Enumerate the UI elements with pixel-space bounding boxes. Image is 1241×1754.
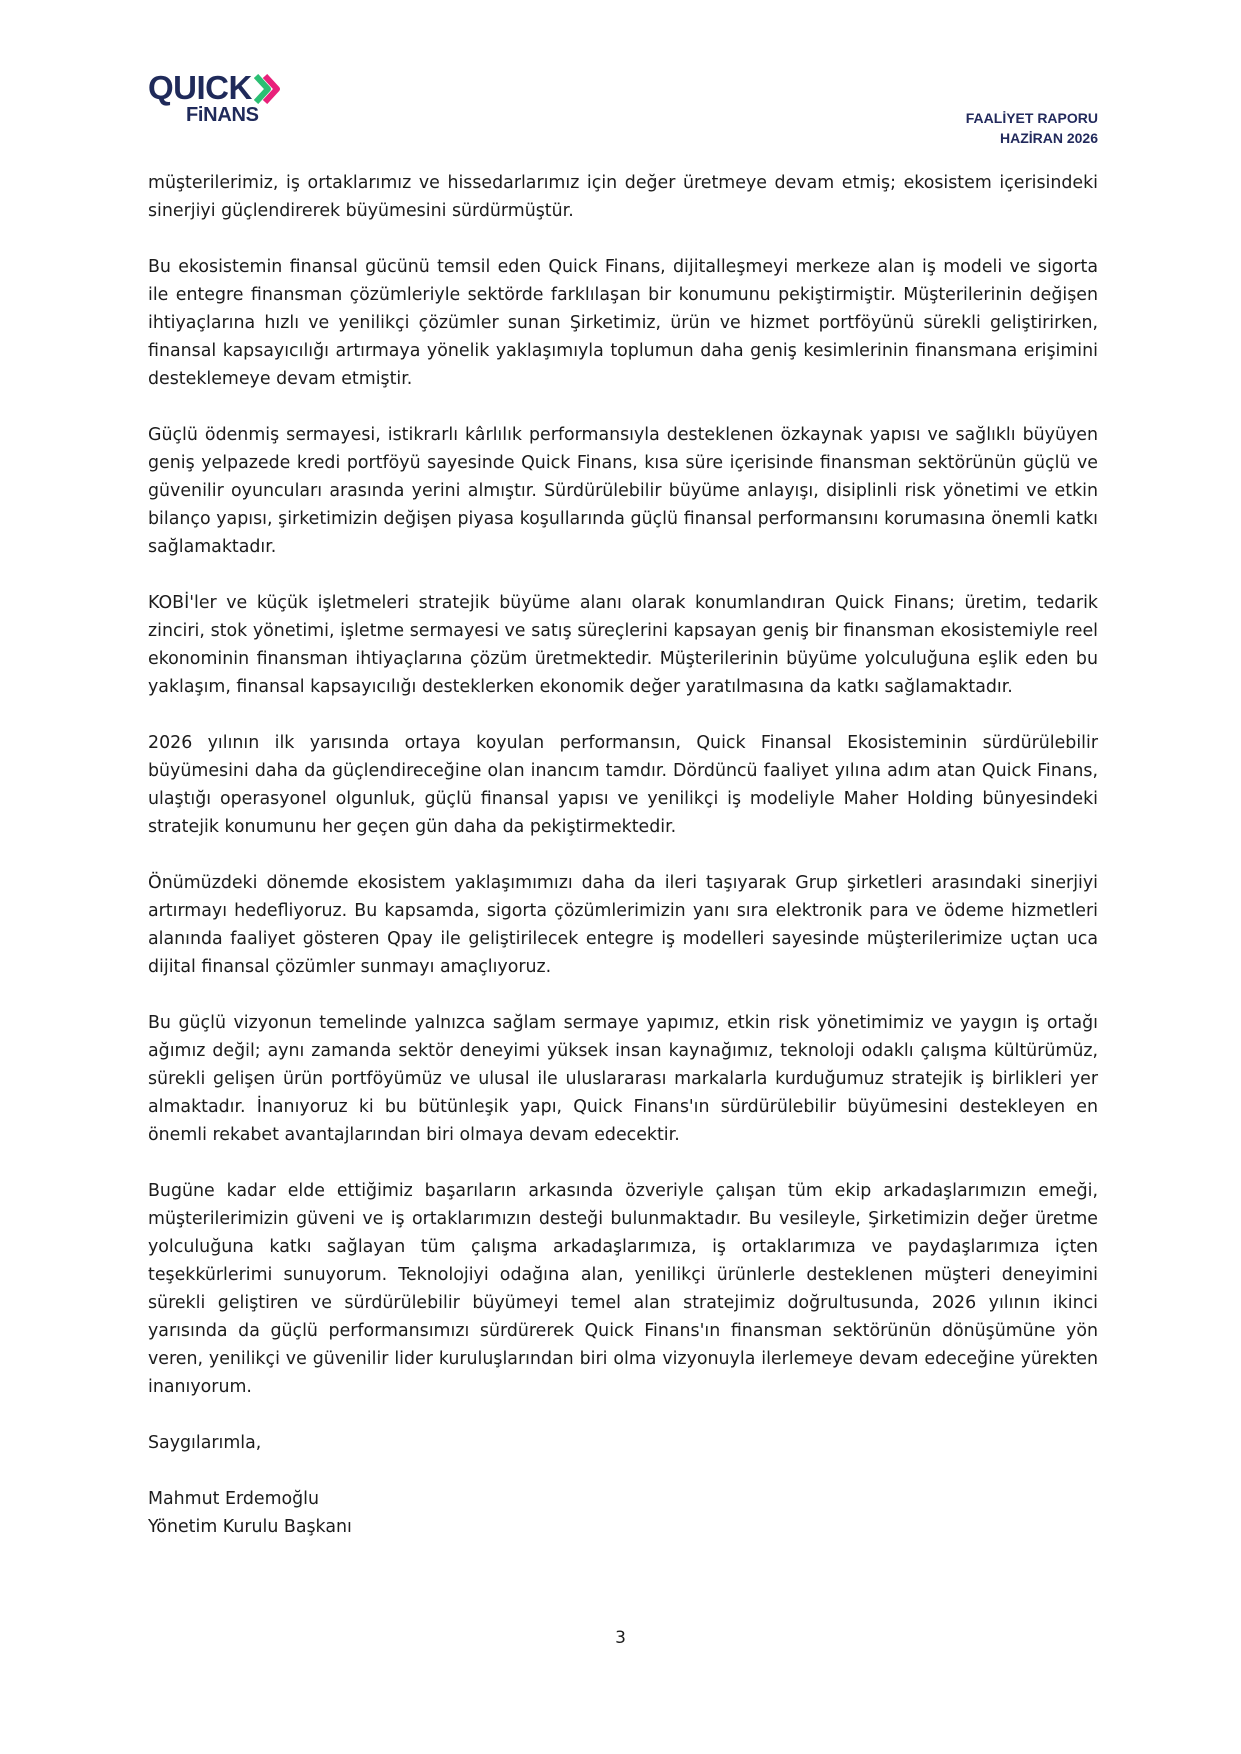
body-paragraph: Bugüne kadar elde ettiğimiz başarıların arkasında özveriyle çalışan tüm ekip arkadaşlarımızın emeği, müşterilerimizin güveni ve iş ortaklarımızın desteği bulunmaktadır. Bu vesileyle, Şirketimizin değer üretme yolculuğuna katkı sağlayan tüm çalışma arkadaşlarımıza, iş ortaklarımıza ve paydaşlarımıza içten teşekkürlerimi sunuyorum. Teknolojiyi odağına alan, yenilikçi ürünlerle desteklenen müşteri deneyimini sürekli geliştiren ve sürdürülebilir büyümeyi temel alan stratejimiz doğrultusunda, 2026 yılının ikinci yarısında da güçlü performansımızı sürdürerek Quick Finans'ın finansman sektörünün dönüşümüne yön veren, yenilikçi ve güvenilir lider kuruluşlarından biri olma vizyonuyla ilerlemeye devam edeceğine yürekten inanıyorum. (148, 1181, 1098, 1397)
body-paragraph: 2026 yılının ilk yarısında ortaya koyulan performansın, Quick Finansal Ekosisteminin sürdürülebilir büyümesini daha da güçlendireceğine olan inancım tamdır. Dördüncü faaliyet yılına adım atan Quick Finans, ulaştığı operasyonel olgunluk, güçlü finansal yapısı ve yenilikçi iş modeliyle Maher Holding bünyesindeki stratejik konumunu her geçen gün daha da pekiştirmektedir. (148, 733, 1098, 837)
body-paragraph: müşterilerimiz, iş ortaklarımız ve hissedarlarımız için değer üretmeye devam etmiş; ekosistem içerisindeki sinerjiyi güçlendirerek büyümesini sürdürmüştür. (148, 173, 1098, 221)
logo-chevron-icon (254, 74, 280, 104)
body-paragraph: Güçlü ödenmiş sermayesi, istikrarlı kârlılık performansıyla desteklenen özkaynak yapısı ve sağlıklı büyüyen geniş yelpazede kredi portföyü sayesinde Quick Finans, kısa süre içerisinde finansman sektörünün güçlü ve güvenilir oyuncuları arasında yerini almıştır. Sürdürülebilir büyüme anlayışı, disiplinli risk yönetimi ve etkin bilanço yapısı, şirketimizin değişen piyasa koşullarında güçlü finansal performansını korumasına önemli katkı sağlamaktadır. (148, 425, 1098, 557)
body-paragraph: KOBİ'ler ve küçük işletmeleri stratejik büyüme alanı olarak konumlandıran Quick Finans; üretim, tedarik zinciri, stok yönetimi, işletme sermayesi ve satış süreçlerini kapsayan geniş bir finansman ekosistemiyle reel ekonominin finansman ihtiyaçlarına çözüm üretmektedir. Müşterilerinin büyüme yolculuğuna eşlik eden bu yaklaşım, finansal kapsayıcılığı desteklerken ekonomik değer yaratılmasına da katkı sağlamaktadır. (148, 593, 1098, 697)
body-paragraph: Bu ekosistemin finansal gücünü temsil eden Quick Finans, dijitalleşmeyi merkeze alan iş modeli ve sigorta ile entegre finansman çözümleriyle sektörde farklılaşan bir konumunu pekiştirmiştir. Müşterilerinin değişen ihtiyaçlarına hızlı ve yenilikçi çözümler sunan Şirketimiz, ürün ve hizmet portföyünü sürekli geliştirirken, finansal kapsayıcılığı artırmaya yönelik yaklaşımıyla toplumun daha geniş kesimlerinin finansmana erişimini desteklemeye devam etmiştir. (148, 257, 1098, 389)
body-paragraph: Önümüzdeki dönemde ekosistem yaklaşımımızı daha da ileri taşıyarak Grup şirketleri arasındaki sinerjiyi artırmayı hedefliyoruz. Bu kapsamda, sigorta çözümlerimizin yanı sıra elektronik para ve ödeme hizmetleri alanında faaliyet gösteren Qpay ile geliştirilecek entegre iş modelleri sayesinde müşterilerimize uçtan uca dijital finansal çözümler sunmayı amaçlıyoruz. (148, 873, 1098, 977)
signatory-name: Mahmut Erdemoğlu (148, 1489, 320, 1509)
report-date: HAZİRAN 2026 (999, 130, 1098, 146)
page-number: 3 (615, 1628, 626, 1648)
report-title: FAALİYET RAPORU (965, 110, 1098, 126)
body-paragraph: Bu güçlü vizyonun temelinde yalnızca sağlam sermaye yapımız, etkin risk yönetimimiz ve yaygın iş ortağı ağımız değil; aynı zamanda sektör deneyimi yüksek insan kaynağımız, teknoloji odaklı çalışma kültürümüz, sürekli gelişen ürün portföyümüz ve ulusal ile uluslararası markalarla kurduğumuz stratejik iş birlikleri yer almaktadır. İnanıyoruz ki bu bütünleşik yapı, Quick Finans'ın sürdürülebilir büyümesini destekleyen en önemli rekabet avantajlarından biri olmaya devam edecektir. (148, 1013, 1098, 1145)
letter-closing (148, 1429, 1098, 1541)
quick-finans-logo (148, 70, 288, 130)
signatory-title: Yönetim Kurulu Başkanı (148, 1517, 352, 1537)
logo-wordmark-quick: QUICK (148, 69, 252, 106)
report-header (966, 108, 1098, 148)
closing-greeting: Saygılarımla, (148, 1433, 262, 1453)
letter-body (148, 169, 1098, 1541)
logo-wordmark-finans: FiNANS (186, 104, 259, 126)
